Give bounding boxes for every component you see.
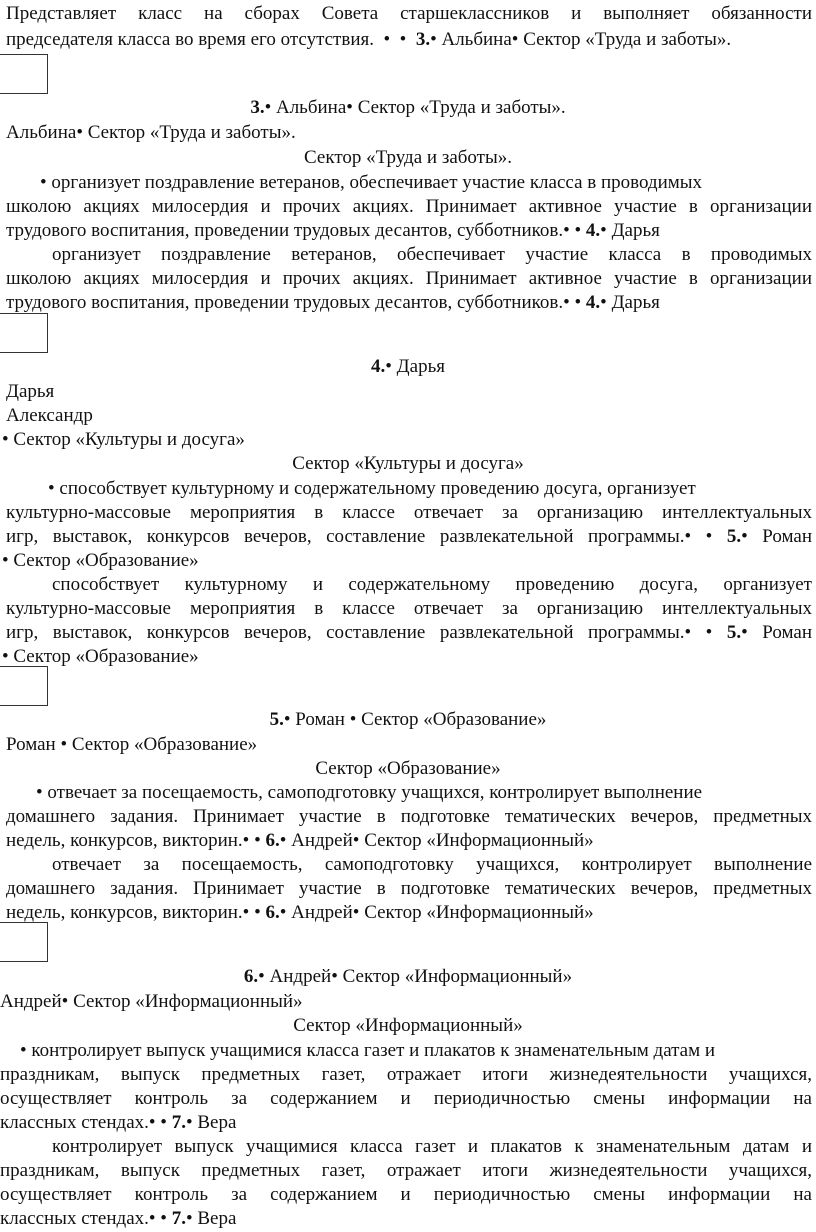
para-line: трудового воспитания, проведении трудовых десантов, субботников.• • 4.• Дарья [6,220,660,241]
empty-box [0,922,48,962]
section-heading: 4.• Дарья [371,356,445,377]
para-line: домашнего задания. Принимает участие в подготовке тематических вечеров, предметных [6,878,812,899]
para-line: организует поздравление ветеранов, обеспечивает участие класса в проводимых [52,244,812,265]
sector-title: Сектор «Информационный» [293,1015,523,1036]
sector-title: Сектор «Труда и заботы». [304,147,512,168]
para-line: осуществляет контроль за содержанием и периодичностью смены информации на [0,1184,812,1205]
sector-title: Сектор «Культуры и досуга» [292,453,524,474]
para-line: школою акциях милосердия и прочих акциях. Принимает активное участие в организации [6,196,812,217]
para-line: контролирует выпуск учащимися класса газет и плакатов к знаменательным датам и [52,1136,812,1157]
para-line: недель, конкурсов, викторин.• • 6.• Андрей• Сектор «Информационный» [6,830,594,851]
para-line: • отвечает за посещаемость, самоподготовку учащихся, контролирует выполнение [36,782,703,803]
empty-box [0,54,48,94]
para-line: Дарья [6,381,55,402]
para-line: • Сектор «Образование» [2,550,199,571]
para-line: • контролирует выпуск учащимися класса газет и плакатов к знаменательным датам и [20,1040,716,1061]
para-line: председателя класса во время его отсутствия. • • 3.• Альбина• Сектор «Труда и заботы». [6,29,732,50]
para-line: Роман • Сектор «Образование» [6,734,258,755]
para-line: домашнего задания. Принимает участие в подготовке тематических вечеров, предметных [6,806,812,827]
para-line: • Сектор «Культуры и досуга» [2,429,245,450]
para-line: классных стендах.• • 7.• Вера [0,1112,237,1133]
section-heading: 6.• Андрей• Сектор «Информационный» [243,966,573,987]
para-line: • организует поздравление ветеранов, обеспечивает участие класса в проводимых [40,172,703,193]
para-line: классных стендах.• • 7.• Вера [0,1208,237,1229]
sector-title: Сектор «Образование» [315,758,501,779]
para-line: • Сектор «Образование» [2,646,199,667]
empty-box [0,666,48,706]
para-line: Александр [6,405,93,426]
empty-box [0,313,48,353]
para-line: школою акциях милосердия и прочих акциях. Принимает активное участие в организации [6,268,812,289]
section-heading: 3.• Альбина• Сектор «Труда и заботы». [250,97,566,118]
para-line: отвечает за посещаемость, самоподготовку учащихся, контролирует выполнение [52,854,812,875]
para-line: Андрей• Сектор «Информационный» [0,991,303,1012]
para-line: трудового воспитания, проведении трудовых десантов, субботников.• • 4.• Дарья [6,292,660,313]
para-line: праздникам, выпуск предметных газет, отражает итоги жизнедеятельности учащихся, [0,1064,812,1085]
para-line: культурно-массовые мероприятия в классе отвечает за организацию интеллектуальных [6,598,812,619]
para-line: игр, выставок, конкурсов вечеров, составление развлекательной программы.• • 5.• Роман [6,622,813,643]
para-line: способствует культурному и содержательному проведению досуга, организует [52,574,812,595]
section-heading: 5.• Роман • Сектор «Образование» [269,709,547,730]
para-line: Представляет класс на сборах Совета старшеклассников и выполняет обязанности [6,3,812,24]
para-line: праздникам, выпуск предметных газет, отражает итоги жизнедеятельности учащихся, [0,1160,812,1181]
para-line: • способствует культурному и содержательному проведению досуга, организует [48,478,696,499]
para-line: недель, конкурсов, викторин.• • 6.• Андрей• Сектор «Информационный» [6,902,594,923]
para-line: культурно-массовые мероприятия в классе отвечает за организацию интеллектуальных [6,502,812,523]
para-line: осуществляет контроль за содержанием и периодичностью смены информации на [0,1088,812,1109]
para-line: Альбина• Сектор «Труда и заботы». [6,122,296,143]
para-line: игр, выставок, конкурсов вечеров, составление развлекательной программы.• • 5.• Роман [6,526,813,547]
